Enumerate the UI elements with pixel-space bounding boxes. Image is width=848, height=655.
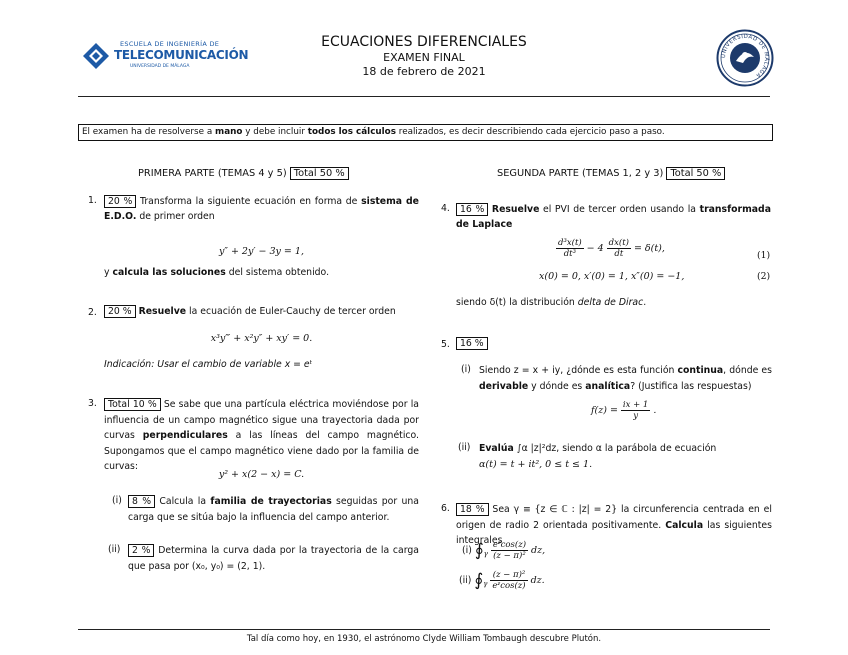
q6-i-integral-sign: ∮ [474, 540, 484, 561]
page-title: ECUACIONES DIFERENCIALES [321, 34, 527, 50]
q5-pct-badge: 16 % [456, 337, 488, 350]
q2-pct-badge: 20 % [104, 305, 136, 318]
q6-integral-i [462, 540, 545, 561]
q3-i-label: (i) [112, 495, 122, 506]
q4-bold-2: transformada de Laplace [456, 204, 771, 230]
q4-frac-1-den: dt³ [563, 249, 576, 259]
q6-ii-frac-den: eᶻcos(z) [492, 581, 526, 591]
q5-frac-den: y [633, 411, 639, 421]
q6-i-end: dz, [531, 545, 546, 556]
q1-bold-2: calcula las soluciones [112, 267, 226, 278]
q4-frac-2-num: dx(t) [608, 238, 629, 248]
instructions-box [78, 124, 773, 141]
q6-text-2: las siguientes integrales [456, 519, 772, 546]
q4-text-3: . [643, 297, 647, 308]
q3-ii-text [128, 543, 419, 574]
q5-i-text-4: ? (Justifica las respuestas) [630, 380, 752, 392]
q6-pct-badge: 18 % [456, 503, 489, 516]
q3-equation: y² + x(2 − x) = C. [218, 469, 305, 480]
part2-heading [497, 168, 725, 179]
university-seal [716, 29, 774, 87]
q3-ii-label: (ii) [108, 544, 121, 555]
q2-equation: x³y‴ + x²y″ + xy′ = 0. [210, 333, 313, 344]
part2-title: SEGUNDA PARTE (TEMAS 1, 2 y 3) [497, 168, 664, 179]
q2-text-1: la ecuación de Euler-Cauchy de tercer orden [186, 306, 396, 317]
part2-total-badge: Total 50 % [666, 167, 725, 180]
q1-text-1: Transforma la siguiente ecuación en forma de [140, 196, 362, 207]
q5-badge-wrap [456, 338, 488, 349]
q6-i-frac [491, 540, 528, 561]
q5-frac-num: ix + 1 [622, 400, 649, 410]
q2-hint: Indicación: Usar el cambio de variable x = eᵗ [104, 359, 313, 370]
instructions-bold-2: todos los cálculos [307, 127, 396, 137]
part1-heading [138, 168, 349, 179]
q5-frac [621, 400, 650, 421]
q6-i-frac-den: (z − π)² [493, 551, 526, 561]
part1-title: PRIMERA PARTE (TEMAS 4 y 5) [138, 168, 287, 179]
q6-number: 6. [441, 503, 450, 514]
q3-statement [104, 397, 419, 475]
q4-eq1-end: = δ(t), [633, 243, 665, 254]
q4-frac-2 [607, 238, 631, 259]
instructions-text-3: realizados, es decir describiendo cada ejercicio paso a paso. [395, 127, 665, 137]
q5-ii-label: (ii) [458, 442, 471, 453]
q5-i-text-3: y dónde es [528, 380, 586, 392]
q4-statement [456, 202, 771, 232]
q1-text-3: y [104, 267, 113, 278]
logo-main: TELECOMUNICACIÓN [114, 48, 249, 62]
q6-ii-gamma: γ [483, 579, 488, 588]
q6-i-frac-num: eᶻcos(z) [492, 540, 527, 550]
instructions-bold-1: mano [215, 127, 243, 137]
logo-sub: UNIVERSIDAD DE MÁLAGA [130, 64, 190, 69]
q3-ii-pct-badge: 2 % [128, 544, 154, 557]
q6-ii-frac [490, 570, 527, 591]
footer-note: Tal día como hoy, en 1930, el astrónomo Clyde William Tombaugh descubre Plutón. [246, 634, 602, 644]
q4-italic-1: delta de Dirac [577, 297, 644, 308]
q3-bold-1: perpendiculares [142, 430, 228, 441]
q4-number: 4. [441, 203, 450, 214]
footer-divider [78, 629, 770, 630]
q5-i-label: (i) [461, 364, 471, 375]
q5-number: 5. [441, 339, 450, 350]
q4-equation-1 [556, 238, 665, 259]
q6-bold-1: Calcula [665, 519, 704, 531]
q6-ii-end: dz. [530, 575, 545, 586]
q5-f-lhs: f(z) = [591, 405, 618, 416]
q4-footnote [456, 297, 646, 308]
school-logo [82, 40, 249, 74]
q5-i-bold-1: continua [677, 365, 724, 376]
q5-f-end: . [653, 405, 657, 416]
q5-ii-text-2: α(t) = t + it², 0 ≤ t ≤ 1. [479, 458, 593, 470]
q4-frac-2-den: dt [614, 249, 624, 259]
instructions-text-2: y debe incluir [242, 127, 308, 137]
q4-eq1-tag: (1) [757, 250, 771, 261]
q1-text-4: del sistema obtenido. [225, 267, 330, 278]
telecom-diamond-icon [82, 42, 110, 70]
q1-number: 1. [88, 195, 97, 206]
q3-text-1: Se sabe que una partícula eléctrica moviéndose por la influencia de un campo magnético sigue una trayectoria dada por curvas [104, 399, 419, 441]
seal-text: UNIVERSIDAD DE MÁLAGA [720, 33, 770, 79]
q3-i-text-2: seguidas por una carga que se sitúa bajo la influencia del campo anterior. [128, 496, 419, 523]
q4-text-1: el PVI de tercer orden usando la [539, 204, 700, 215]
q3-i-pct-badge: 8 % [128, 495, 155, 508]
q5-i-bold-3: analítica [585, 380, 631, 392]
q4-equation-2: x(0) = 0, x′(0) = 1, x″(0) = −1, [539, 271, 685, 282]
q3-pct-badge: Total 10 % [104, 398, 161, 411]
q4-pct-badge: 16 % [456, 203, 488, 216]
header-divider [78, 96, 770, 97]
q5-function [591, 400, 656, 421]
q2-statement [104, 306, 396, 317]
q1-text-2: de primer orden [136, 211, 215, 222]
q6-i-label: (i) [462, 545, 472, 556]
exam-subtitle: EXAMEN FINAL [383, 51, 465, 64]
q4-eq2-tag: (2) [757, 271, 771, 282]
q1-pct-badge: 20 % [104, 195, 136, 208]
q2-bold-1: Resuelve [138, 306, 187, 317]
q1-equation: y″ + 2y′ − 3y = 1, [219, 246, 304, 257]
q6-integral-ii [459, 570, 545, 591]
q6-ii-label: (ii) [459, 575, 472, 586]
exam-date: 18 de febrero de 2021 [362, 65, 486, 78]
instructions-text-1: El examen ha de resolverse a [82, 127, 216, 137]
q1-bold-1: sistema de E.D.O. [104, 196, 419, 222]
q6-ii-frac-num: (z − π)² [490, 570, 527, 581]
q5-i-text-1: Siendo z = x + iy, ¿dónde es esta función [479, 365, 678, 376]
q5-i-bold-2: derivable [479, 380, 529, 392]
q5-ii-text-1: ∫α |z|²dz, siendo α la parábola de ecuación [513, 443, 717, 454]
q1-statement [104, 194, 419, 224]
q4-frac-1-num: d³x(t) [558, 238, 582, 248]
q5-ii-bold-1: Evalúa [479, 443, 514, 454]
q4-text-2: siendo δ(t) la distribución [456, 297, 578, 308]
q1-followup [104, 267, 329, 278]
logo-school-line: ESCUELA DE INGENIERÍA DE [120, 40, 220, 48]
q6-ii-integral-sign: ∮ [474, 570, 484, 591]
q5-i-text [479, 363, 772, 394]
q3-i-text [128, 494, 419, 525]
q6-i-gamma: γ [483, 549, 488, 558]
q4-frac-1 [556, 238, 584, 259]
q3-i-bold-1: familia de trayectorias [210, 496, 332, 507]
q6-text-1: Sea γ ≡ {z ∈ ℂ : |z| = 2} la circunferencia centrada en el origen de radio 2 orientada positivamente. [456, 504, 772, 531]
q5-i-text-2: , dónde es [723, 365, 772, 376]
q3-number: 3. [88, 398, 97, 409]
part1-total-badge: Total 50 % [290, 167, 349, 180]
seal-icon [716, 29, 774, 87]
q5-ii-text [479, 441, 716, 472]
exam-header [270, 34, 578, 79]
q3-i-text-1: Calcula la [159, 496, 211, 507]
q4-eq1-mid: − 4 [586, 243, 604, 254]
q2-number: 2. [88, 307, 97, 318]
q3-text-2: a las líneas del campo magnético. Supongamos que el campo magnético viene dado por la familia de curvas: [104, 430, 419, 472]
q3-ii-text-1: Determina la curva dada por la trayectoria de la carga que pasa por (x₀, y₀) = (2, 1). [128, 545, 419, 572]
q4-bold-1: Resuelve [491, 204, 540, 215]
